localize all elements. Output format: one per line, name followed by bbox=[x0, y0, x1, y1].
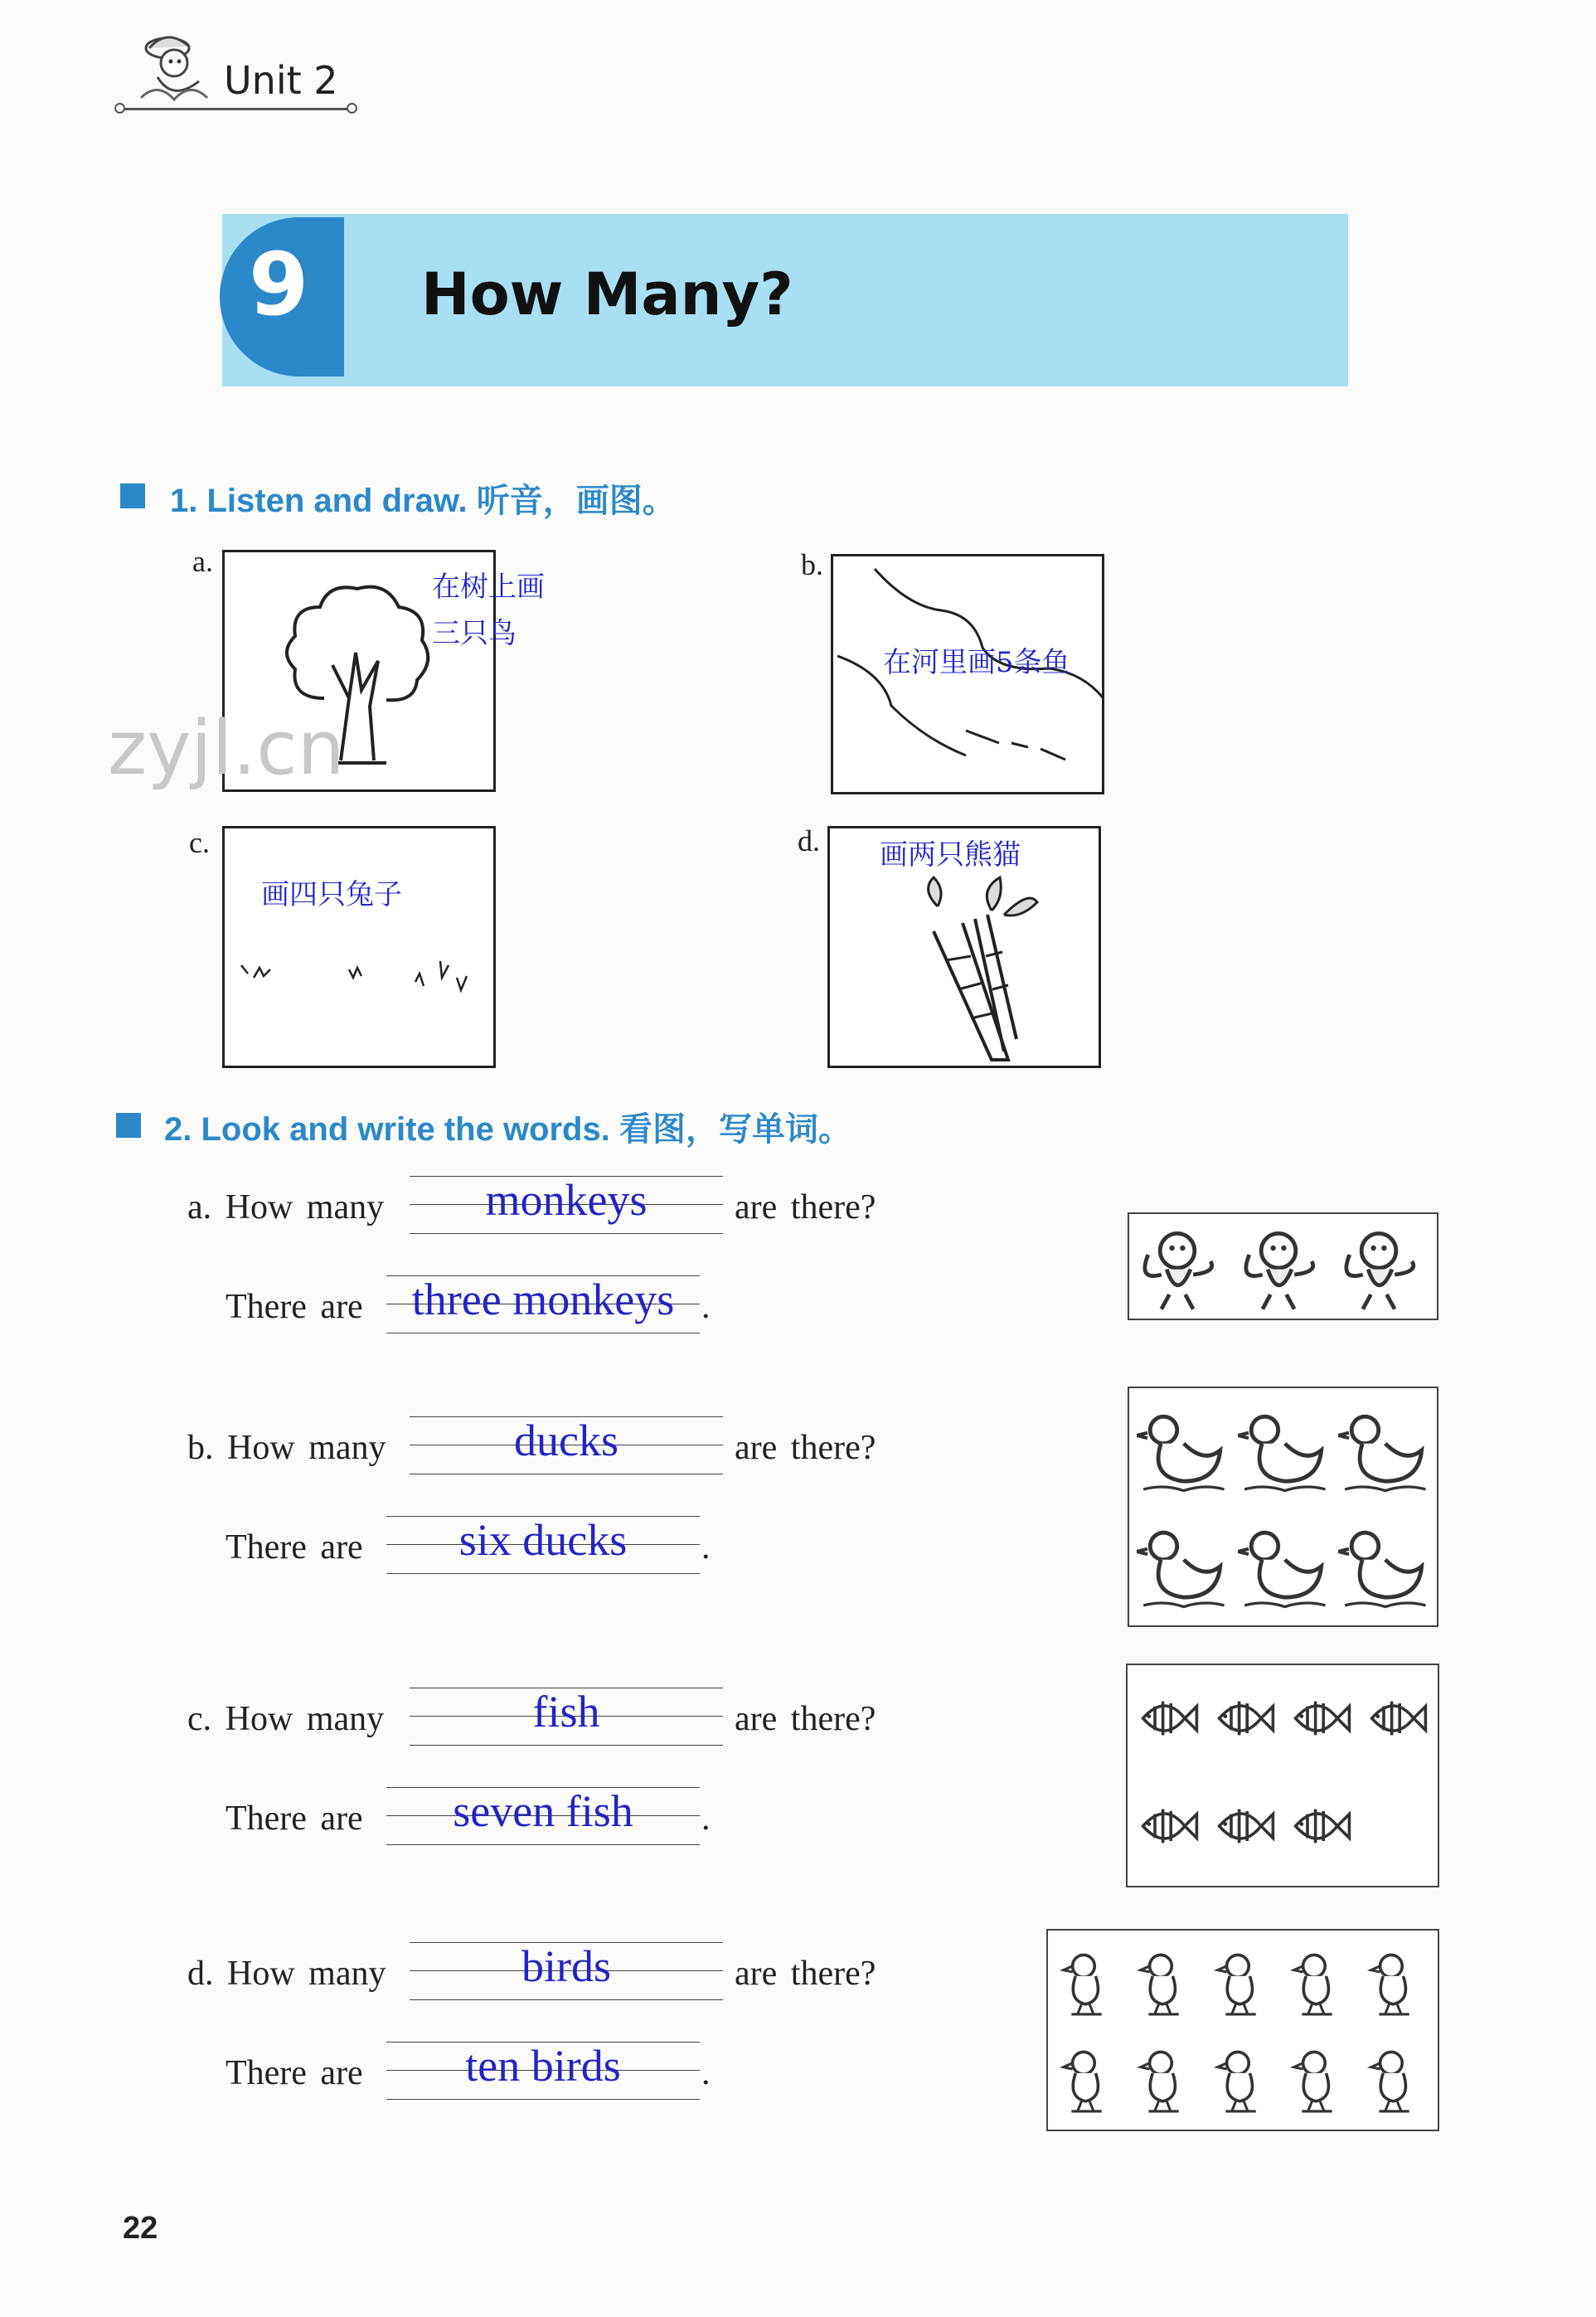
fish-icon bbox=[1288, 1796, 1357, 1866]
fish-icon bbox=[1211, 1796, 1281, 1866]
fish-icon bbox=[1135, 1796, 1205, 1866]
sentence-answer-field[interactable] bbox=[386, 1787, 700, 1845]
unit-label: Unit 2 bbox=[224, 58, 338, 103]
draw-note-c: 画四只兔子 bbox=[261, 878, 402, 911]
question-prefix: a. How many bbox=[187, 1188, 385, 1227]
grass-icon bbox=[225, 953, 494, 1019]
fish-icon bbox=[1211, 1688, 1281, 1758]
bird-icon bbox=[1210, 2045, 1280, 2115]
bird-icon bbox=[1363, 2045, 1433, 2115]
note-line: 在树上画 bbox=[432, 571, 545, 604]
sentence-answer-field[interactable] bbox=[386, 1516, 700, 1574]
question-prefix: b. How many bbox=[187, 1429, 386, 1467]
handwritten-answer: birds bbox=[521, 1941, 611, 1991]
watermark: zyjl.cn bbox=[108, 705, 345, 792]
fish-icon bbox=[1364, 1688, 1433, 1758]
mascot-icon bbox=[124, 23, 216, 106]
answer-prefix: There are bbox=[226, 1528, 363, 1567]
question-answer-field[interactable] bbox=[410, 1176, 723, 1234]
sentence-period: . bbox=[701, 1800, 711, 1838]
question-suffix: are there? bbox=[735, 1429, 876, 1467]
sentence-period: . bbox=[701, 1528, 711, 1567]
note-line: 三只鸟 bbox=[432, 617, 517, 650]
lesson-title: How Many? bbox=[421, 260, 793, 328]
section1-title-en: 1. Listen and draw. bbox=[170, 483, 468, 519]
handwritten-answer: monkeys bbox=[485, 1175, 648, 1225]
question-answer-field[interactable] bbox=[410, 1942, 723, 2000]
question-prefix: d. How many bbox=[187, 1955, 386, 1993]
section1-title-zh: 听音，画图。 bbox=[476, 481, 676, 520]
monkey-icon bbox=[1138, 1222, 1230, 1314]
monkey-icon bbox=[1339, 1222, 1432, 1314]
question-answer-field[interactable] bbox=[410, 1416, 723, 1474]
monkey-icon bbox=[1239, 1222, 1332, 1314]
picture-box bbox=[1128, 1212, 1438, 1320]
duck-icon bbox=[1238, 1403, 1332, 1498]
sentence-period: . bbox=[701, 1288, 711, 1326]
draw-item-label: b. bbox=[801, 548, 823, 581]
bird-icon bbox=[1286, 1948, 1356, 2018]
question-suffix: are there? bbox=[735, 1188, 876, 1227]
duck-icon bbox=[1137, 1519, 1231, 1614]
duck-icon bbox=[1137, 1403, 1231, 1498]
duck-icon bbox=[1338, 1403, 1433, 1498]
answer-prefix: There are bbox=[226, 2054, 363, 2092]
lesson-number: 9 bbox=[249, 234, 309, 335]
section2-title-en: 2. Look and write the words. bbox=[164, 1111, 610, 1148]
draw-note-d: 画两只熊猫 bbox=[880, 838, 1021, 872]
duck-icon bbox=[1238, 1519, 1332, 1614]
bamboo-icon bbox=[913, 873, 1045, 1064]
section-marker bbox=[120, 483, 145, 508]
section2-heading bbox=[164, 1103, 851, 1150]
handwritten-answer: six ducks bbox=[458, 1515, 628, 1565]
bird-icon bbox=[1210, 1948, 1280, 2018]
bird-icon bbox=[1133, 2045, 1203, 2115]
duck-icon bbox=[1338, 1519, 1433, 1614]
picture-box bbox=[1046, 1929, 1439, 2131]
fish-icon bbox=[1135, 1688, 1205, 1758]
answer-prefix: There are bbox=[226, 1800, 363, 1838]
handwritten-answer: seven fish bbox=[453, 1786, 633, 1836]
draw-box-d[interactable] bbox=[827, 826, 1101, 1068]
bird-icon bbox=[1286, 2045, 1356, 2115]
divider-dot bbox=[347, 103, 357, 114]
draw-item-label: a. bbox=[192, 545, 213, 578]
page-number: 22 bbox=[123, 2211, 158, 2246]
sentence-answer-field[interactable] bbox=[386, 1275, 700, 1333]
answer-prefix: There are bbox=[226, 1288, 363, 1326]
draw-note-a bbox=[432, 564, 556, 657]
fish-icon bbox=[1288, 1688, 1357, 1758]
bird-icon bbox=[1363, 1948, 1433, 2018]
bird-icon bbox=[1133, 1948, 1203, 2018]
divider-dot bbox=[114, 103, 125, 114]
draw-note-b: 在河里画5条鱼 bbox=[883, 646, 1070, 679]
sentence-period: . bbox=[701, 2054, 711, 2092]
section2-title-zh: 看图，写单词。 bbox=[619, 1110, 851, 1149]
section1-heading bbox=[170, 474, 676, 522]
handwritten-answer: ten birds bbox=[465, 2041, 621, 2091]
section-marker bbox=[116, 1113, 141, 1138]
picture-box bbox=[1128, 1387, 1438, 1627]
picture-box bbox=[1126, 1664, 1439, 1887]
header-divider bbox=[120, 108, 352, 110]
handwritten-answer: fish bbox=[532, 1687, 600, 1737]
draw-box-b[interactable] bbox=[831, 554, 1104, 794]
question-suffix: are there? bbox=[735, 1700, 876, 1738]
handwritten-answer: three monkeys bbox=[411, 1275, 675, 1324]
draw-box-c[interactable] bbox=[222, 826, 496, 1068]
question-suffix: are there? bbox=[735, 1955, 876, 1993]
sentence-answer-field[interactable] bbox=[386, 2042, 700, 2100]
handwritten-answer: ducks bbox=[514, 1416, 619, 1465]
draw-item-label: c. bbox=[189, 826, 210, 859]
question-answer-field[interactable] bbox=[410, 1688, 723, 1746]
bird-icon bbox=[1055, 1948, 1126, 2018]
bird-icon bbox=[1055, 2045, 1126, 2115]
draw-item-label: d. bbox=[798, 824, 820, 857]
question-prefix: c. How many bbox=[187, 1700, 385, 1738]
